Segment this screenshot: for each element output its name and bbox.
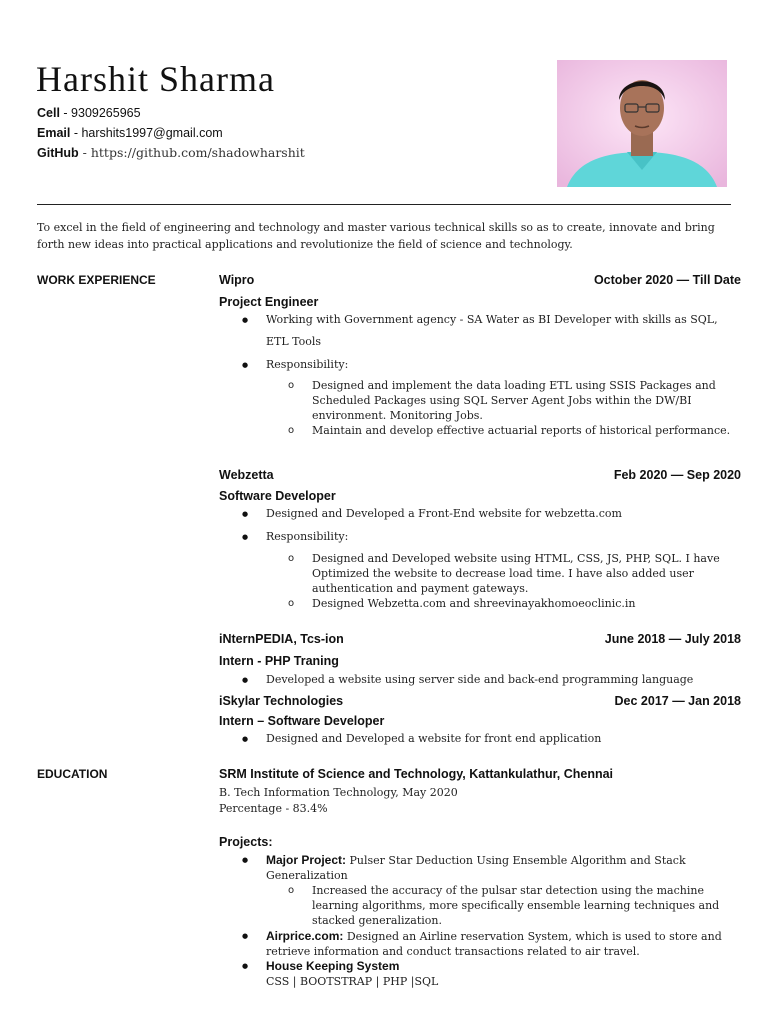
profile-photo: [557, 60, 727, 187]
job-org: Wipro: [219, 273, 255, 287]
job-date: Dec 2017 — Jan 2018: [614, 694, 741, 708]
job-bullet: ● Developed a website using server side and back-end programming language: [266, 669, 736, 691]
degree: B. Tech Information Technology, May 2020: [219, 786, 458, 799]
education-heading: EDUCATION: [37, 767, 108, 781]
contact-cell: Cell - 9309265965: [37, 106, 141, 120]
github-label: GitHub: [37, 146, 79, 160]
github-link[interactable]: https://github.com/shadowharshit: [90, 145, 305, 160]
email-label: Email: [37, 126, 71, 140]
job-bullet: ● Responsibility:: [266, 354, 736, 376]
job-role: Intern – Software Developer: [219, 714, 385, 728]
job-role: Software Developer: [219, 489, 336, 503]
cell-value: 9309265965: [71, 106, 141, 120]
job-sub-bullet: o Designed and implement the data loading ETL using SSIS Packages and Scheduled Packages using SQL Server Agent Jobs within the DW/BI environment. Monitoring Jobs.: [312, 378, 732, 423]
projects-heading: Projects:: [219, 835, 273, 849]
job-date: June 2018 — July 2018: [604, 632, 741, 646]
project-name: House Keeping System: [266, 959, 400, 973]
project-item: [266, 959, 736, 989]
cell-label: Cell: [37, 106, 60, 120]
candidate-name: Harshit Sharma: [36, 59, 275, 99]
job-bullet: ● Designed and Developed a website for front end application: [266, 728, 736, 750]
work-experience-heading: WORK EXPERIENCE: [37, 273, 156, 287]
contact-github: GitHub - https://github.com/shadowharshit: [37, 145, 305, 160]
project-desc: Designed an Airline reservation System, which is used to store and retrieve information and conduct transactions related to air travel.: [266, 930, 722, 958]
job-date: October 2020 — Till Date: [593, 273, 741, 287]
job-date: Feb 2020 — Sep 2020: [613, 468, 741, 482]
email-value[interactable]: harshits1997@gmail.com: [81, 126, 223, 140]
job-sub-bullet: o Designed and Developed website using HTML, CSS, JS, PHP, SQL. I have Optimized the website to decrease load time. I have also added user authentication and payment gateways.: [312, 551, 732, 596]
project-item: [266, 853, 736, 883]
school-name: SRM Institute of Science and Technology, Kattankulathur, Chennai: [219, 767, 614, 781]
header-divider: [37, 204, 731, 205]
job-bullet: ● Responsibility:: [266, 526, 736, 548]
percentage: Percentage - 83.4%: [219, 802, 328, 815]
objective-text: To excel in the field of engineering and technology and master various technical skills so as to create, innovate and bring forth new ideas into practical applications and revolutionize the field of science and technology.: [37, 221, 715, 251]
project-sub-bullet: o Increased the accuracy of the pulsar star detection using the machine learning algorithms, more specifically ensemble learning techniques and stacked generalization.: [312, 883, 732, 928]
project-name: Major Project:: [266, 853, 347, 867]
job-role: Project Engineer: [219, 295, 319, 309]
job-org: Webzetta: [219, 468, 274, 482]
job-role: Intern - PHP Traning: [219, 654, 339, 668]
contact-email: Email - harshits1997@gmail.com: [37, 126, 223, 140]
project-desc: Pulser Star Deduction Using Ensemble Algorithm and Stack Generalization: [266, 854, 686, 882]
job-org: iNternPEDIA, Tcs-ion: [219, 632, 344, 646]
job-org: iSkylar Technologies: [219, 694, 344, 708]
job-sub-bullet: o Maintain and develop effective actuarial reports of historical performance.: [312, 423, 732, 438]
project-desc: CSS | BOOTSTRAP | PHP |SQL: [266, 975, 439, 988]
project-name: Airprice.com:: [266, 929, 344, 943]
project-item: [266, 929, 736, 959]
job-sub-bullet: o Designed Webzetta.com and shreevinayakhomoeoclinic.in: [312, 596, 732, 611]
job-bullet: ● Designed and Developed a Front-End website for webzetta.com: [266, 503, 736, 525]
job-bullet: ● Working with Government agency - SA Water as BI Developer with skills as SQL, ETL Tools: [266, 309, 736, 353]
